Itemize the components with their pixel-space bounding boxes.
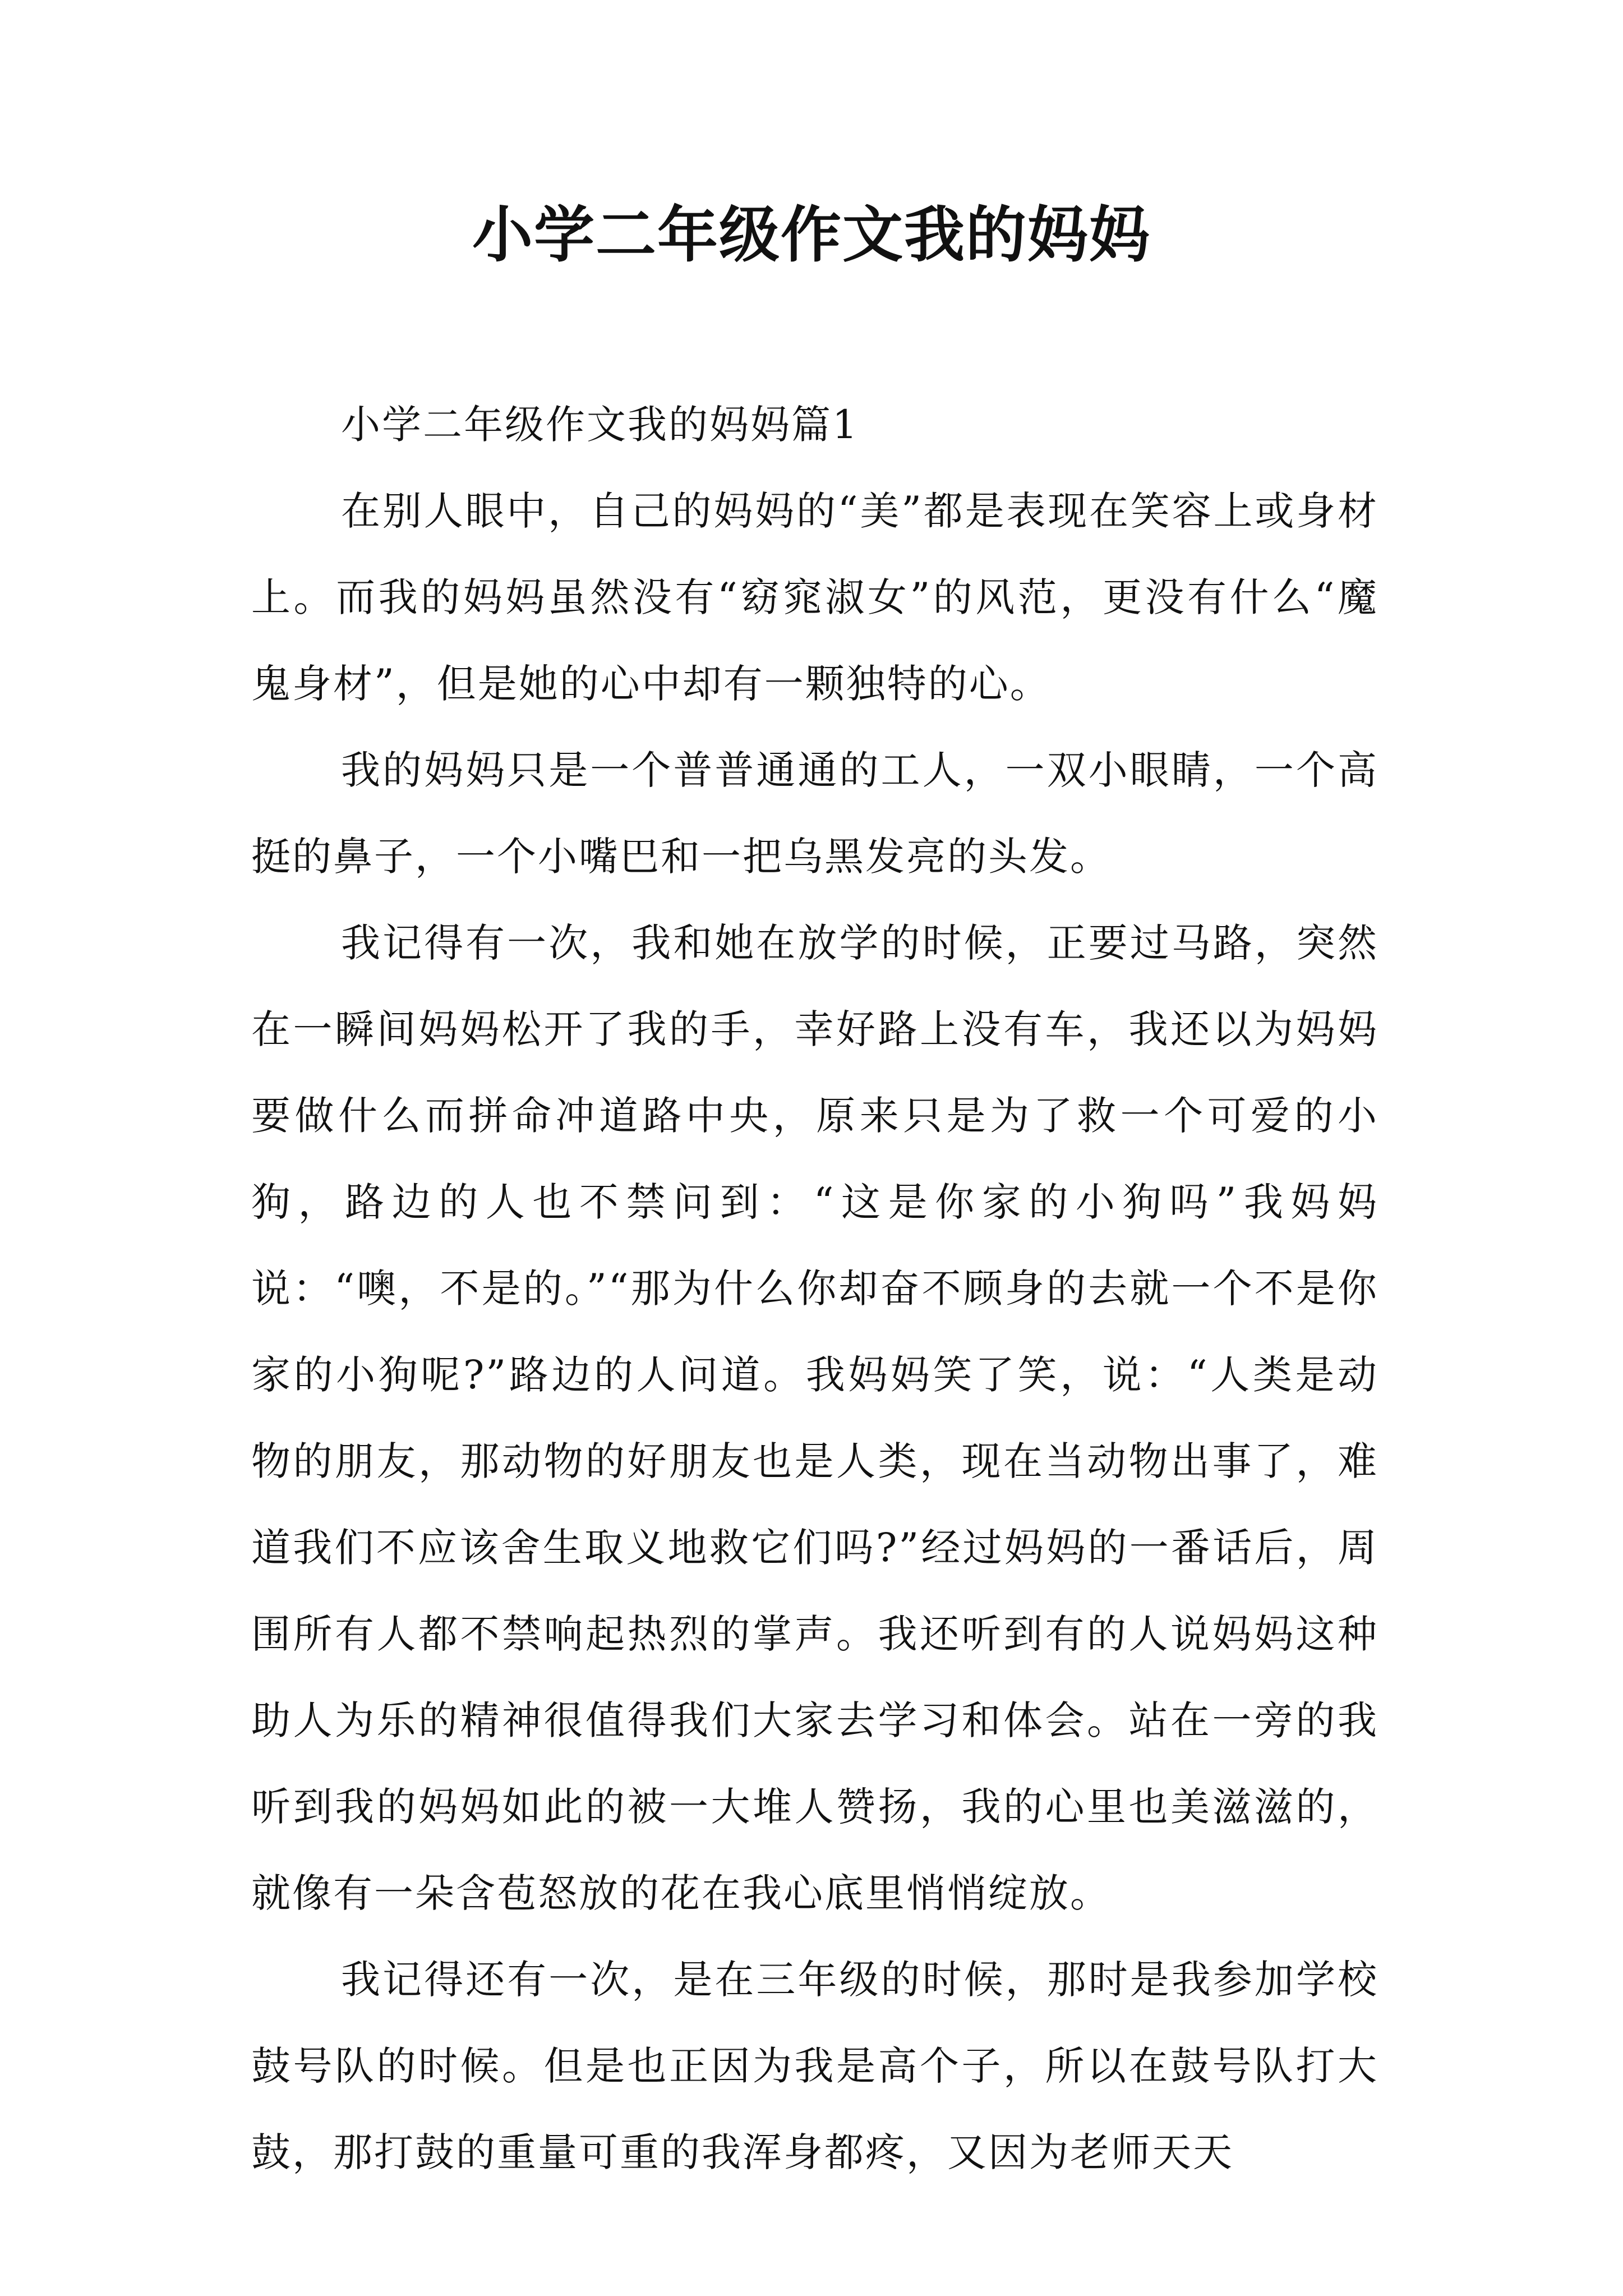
section-heading: 小学二年级作文我的妈妈篇1 [341, 402, 859, 448]
paragraph-4: 我记得还有一次，是在三年级的时候，那时是我参加学校鼓号队的时候。但是也正因为我是高个子，所以在鼓号队打大鼓，那打鼓的重量可重的我浑身都疼，又因为老师天天 [251, 1957, 1378, 2175]
document-body [251, 381, 1378, 2196]
document-title: 小学二年级作文我的妈妈 [472, 200, 1151, 270]
paragraph-3: 我记得有一次，我和她在放学的时候，正要过马路，突然在一瞬间妈妈松开了我的手，幸好路上没有车，我还以为妈妈要做什么而拼命冲道路中央，原来只是为了救一个可爱的小狗，路边的人也不禁问到：“这是你家的小狗吗”我妈妈说：“噢，不是的。”“那为什么你却奋不顾身的去就一个不是你家的小狗呢?”路边的人问道。我妈妈笑了笑，说：“人类是动物的朋友，那动物的好朋友也是人类，现在当动物出事了，难道我们不应该舍生取义地救它们吗?”经过妈妈的一番话后，周围所有人都不禁响起热烈的掌声。我还听到有的人说妈妈这种助人为乐的精神很值得我们大家去学习和体会。站在一旁的我听到我的妈妈如此的被一大堆人赞扬，我的心里也美滋滋的，就像有一朵含苞怒放的花在我心底里悄悄绽放。 [251, 920, 1378, 1916]
paragraph-2: 我的妈妈只是一个普普通通的工人，一双小眼睛，一个高挺的鼻子，一个小嘴巴和一把乌黑发亮的头发。 [251, 747, 1378, 880]
paragraph-1: 在别人眼中，自己的妈妈的“美”都是表现在笑容上或身材上。而我的妈妈虽然没有“窈窕淑女”的风范，更没有什么“魔鬼身材”，但是她的心中却有一颗独特的心。 [251, 488, 1378, 707]
